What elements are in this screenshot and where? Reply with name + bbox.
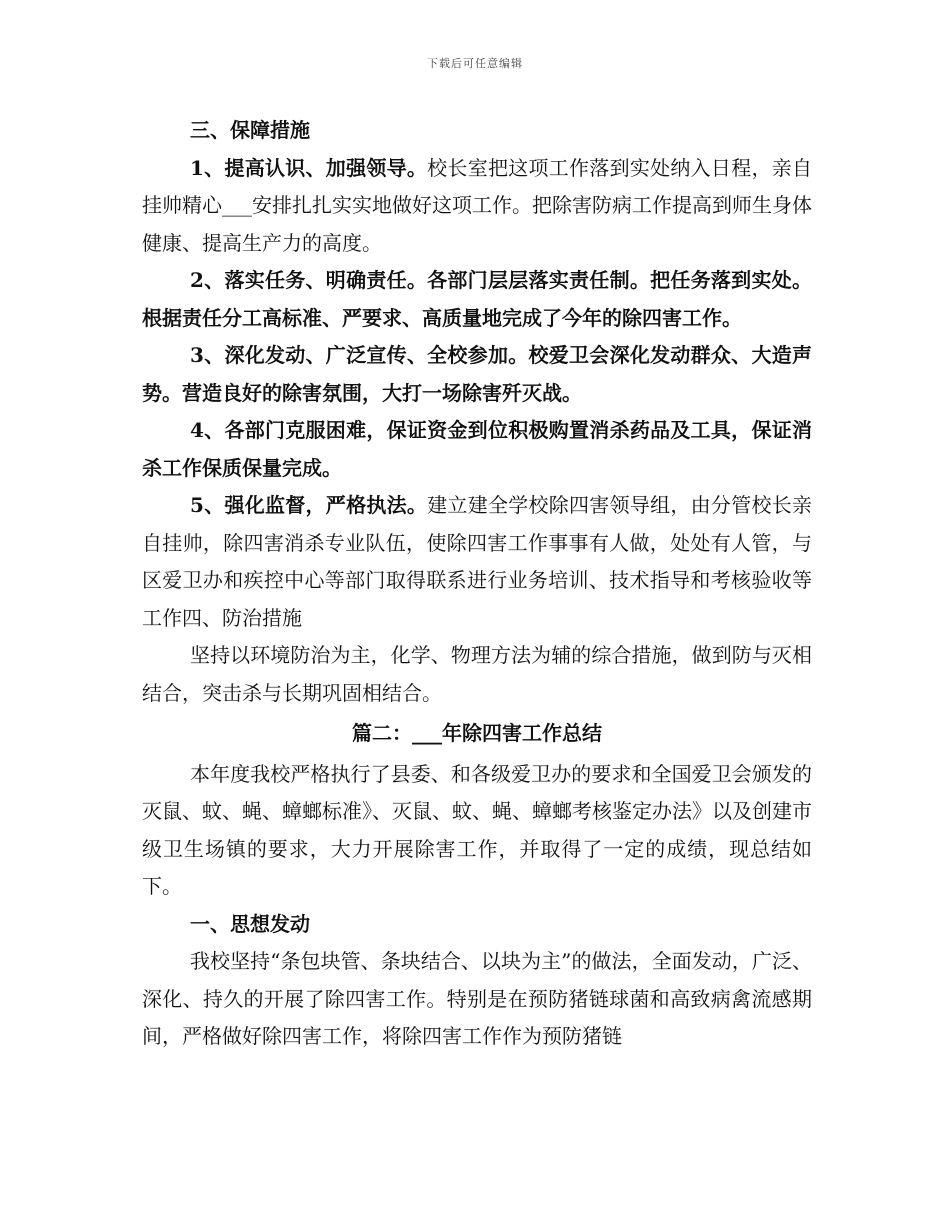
paragraph-item-4: 4、各部门克服困难，保证资金到位积极购置消杀药品及工具，保证消杀工作保质保量完成。 [142,418,812,480]
item-1-text: 校长室把这项工作落到实处纳入日程，亲自挂帅精心___安排扎扎实实地做好这项工作。把除害防病工作提高到师生身体健康、提高生产力的高度。 [142,155,813,255]
paragraph-item-1 [142,150,812,263]
item-5-lead: 5、强化监督，严格执法。 [190,493,428,517]
paragraph-closing: 坚持以环境防治为主，化学、物理方法为辅的综合措施，做到防与灭相结合，突击杀与长期巩固相结合。 [142,643,812,705]
paragraph-item-5 [142,487,812,637]
paragraph-item-2: 2、落实任务、明确责任。各部门层层落实责任制。把任务落到实处。根据责任分工高标准、严要求、高质量地完成了今年的除四害工作。 [142,268,812,330]
section-heading-thought: 一、思想发动 [190,911,310,936]
paragraph-intro: 本年度我校严格执行了县委、和各级爱卫办的要求和全国爱卫会颁发的灭鼠、蚊、蝇、蟑螂标准》、灭鼠、蚊、蝇、蟑螂考核鉴定办法》以及创建市级卫生场镇的要求，大力开展除害工作，并取得了一定的成绩，现总结如下。 [142,761,812,898]
section-heading: 三、保障措施 [190,118,310,142]
item-5-text: 建立建全学校除四害领导组，由分管校长亲自挂帅，除四害消杀专业队伍，使除四害工作事事有人做，处处有人管，与区爱卫办和疾控中心等部门取得联系进行业务培训、技术指导和考核验收等工作四、防治措施 [142,493,813,630]
paragraph-item-3: 3、深化发动、广泛宣传、全校参加。校爱卫会深化发动群众、大造声势。营造良好的除害氛围，大打一场除害歼灭战。 [142,343,812,405]
document-title: 篇二：___年除四害工作总结 [352,721,602,745]
page-header-note: 下载后可任意编辑 [427,57,523,70]
document-body [142,112,812,1056]
paragraph-thought: 我校坚持“条包块管、条块结合、以块为主”的做法，全面发动，广泛、深化、持久的开展了除四害工作。特别是在预防猪链球菌和高致病禽流感期间，严格做好除四害工作，将除四害工作作为预防猪链 [142,949,812,1048]
item-1-lead: 1、提高认识、加强领导。 [190,155,428,180]
